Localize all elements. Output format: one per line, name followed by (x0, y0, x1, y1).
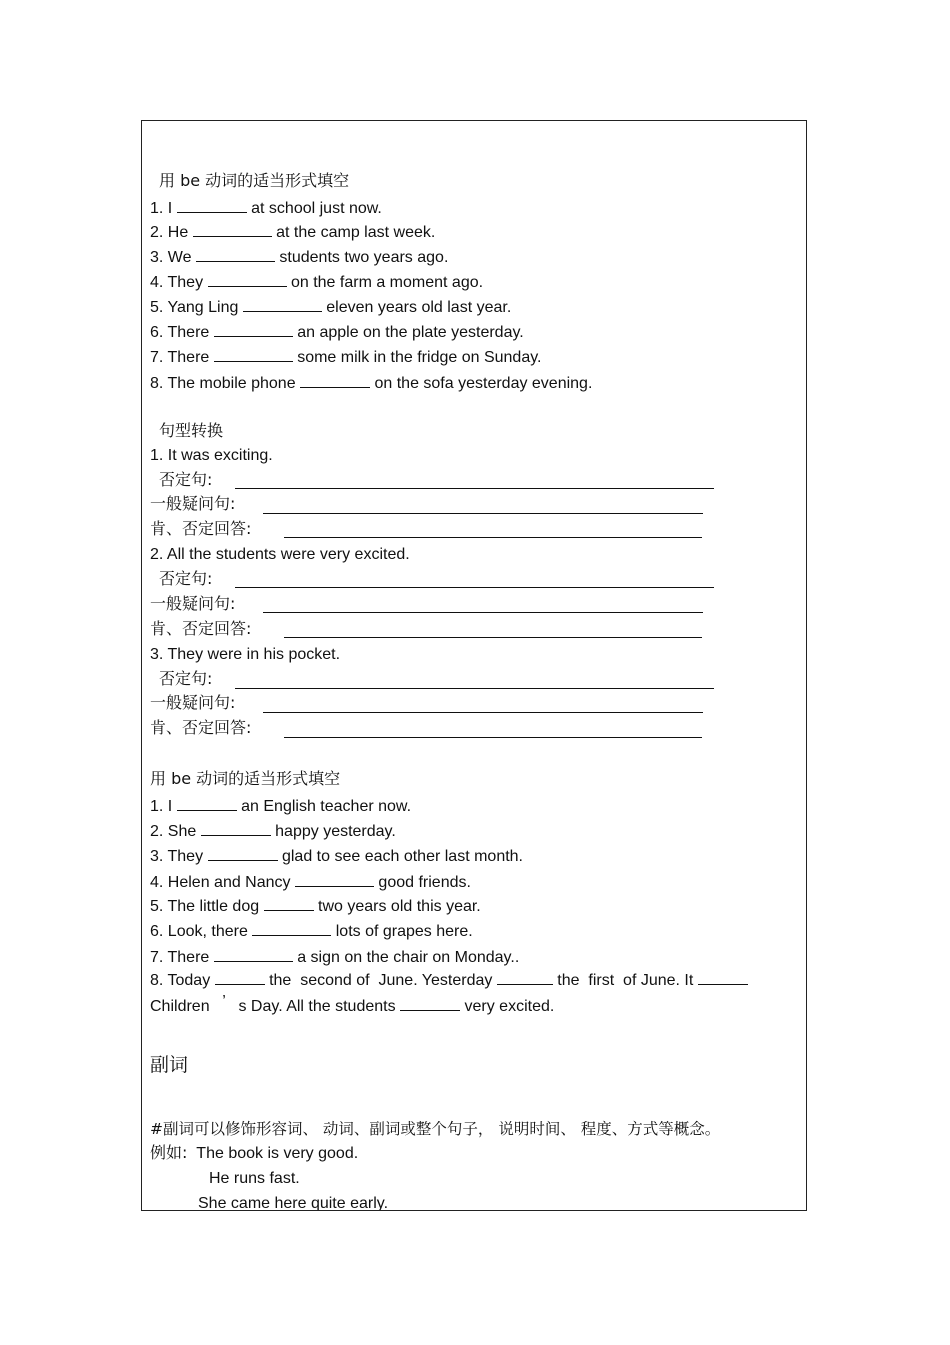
s1-item-8 (150, 372, 592, 394)
answer-line[interactable] (284, 737, 702, 738)
s1-item-5-pre: 5. Yang Ling (150, 299, 243, 316)
s3-item-7-pre: 7. There (150, 949, 214, 966)
answer-label: 肯、否定回答: (150, 718, 252, 737)
answer-blank[interactable] (264, 895, 314, 911)
answer-line[interactable] (284, 537, 702, 538)
adverb-description: #副词可以修饰形容词、 动词、副词或整个句子， 说明时间、 程度、方式等概念。 (150, 1120, 721, 1138)
negative-label: 否定句: (159, 569, 213, 588)
s1-item-7 (150, 346, 541, 368)
s1-item-3-post: students two years ago. (274, 249, 449, 266)
s3-item-1-post: an English teacher now. (236, 798, 412, 815)
s3-item-1 (150, 795, 411, 817)
example-2: He runs fast. (209, 1170, 300, 1187)
answer-blank[interactable] (243, 296, 322, 312)
s3-item-8-a: 8. Today (150, 972, 215, 989)
s3-item-8-f: s Day. All the students (234, 998, 401, 1015)
s1-item-4-pre: 4. They (150, 274, 208, 291)
s1-item-2 (150, 221, 435, 243)
s3-item-2 (150, 820, 396, 842)
s3-item-6-post: lots of grapes here. (331, 923, 473, 940)
example-label: 例如: (150, 1143, 188, 1162)
s3-item-6-pre: 6. Look, there (150, 923, 253, 940)
s3-item-7-post: a sign on the chair on Monday.. (292, 949, 520, 966)
s3-item-1-pre: 1. I (150, 798, 177, 815)
s3-item-5-pre: 5. The little dog (150, 898, 264, 915)
s1-item-3 (150, 246, 448, 268)
example-1: The book is very good. (196, 1145, 359, 1162)
answer-blank[interactable] (497, 969, 553, 985)
question-label: 一般疑问句: (150, 693, 236, 712)
s3-item-8-apostrophe: ’ (222, 993, 226, 1010)
answer-blank[interactable] (177, 197, 247, 213)
answer-blank[interactable] (208, 845, 278, 861)
section3-heading: 用 be 动词的适当形式填空 (150, 769, 341, 788)
s3-item-8-g: very excited. (460, 998, 555, 1015)
answer-line[interactable] (235, 688, 714, 689)
answer-blank[interactable] (196, 246, 275, 262)
section2-heading: 句型转换 (159, 421, 224, 440)
s1-item-2-post: at the camp last week. (271, 224, 436, 241)
answer-blank[interactable] (295, 871, 374, 887)
s3-item-8-line1 (150, 969, 748, 991)
s3-item-8-line2 (150, 995, 554, 1017)
example-3: She came here quite early. (198, 1195, 389, 1211)
s3-item-6 (150, 920, 473, 942)
s3-item-3 (150, 845, 523, 867)
answer-label: 肯、否定回答: (150, 519, 252, 538)
s1-item-1 (150, 197, 382, 219)
answer-blank[interactable] (300, 372, 370, 388)
s1-item-8-pre: 8. The mobile phone (150, 375, 301, 392)
s3-item-2-pre: 2. She (150, 823, 201, 840)
answer-line[interactable] (235, 587, 714, 588)
s2-sentence-2: 2. All the students were very excited. (150, 546, 410, 563)
answer-blank[interactable] (698, 969, 748, 985)
s1-item-6-post: an apple on the plate yesterday. (292, 324, 524, 341)
s1-item-4-post: on the farm a moment ago. (286, 274, 484, 291)
s3-item-5-post: two years old this year. (313, 898, 481, 915)
answer-blank[interactable] (215, 969, 265, 985)
s3-item-4-pre: 4. Helen and Nancy (150, 874, 295, 891)
s1-item-1-pre: 1. I (150, 200, 177, 217)
answer-blank[interactable] (214, 321, 293, 337)
negative-label: 否定句: (159, 669, 213, 688)
s1-item-4 (150, 271, 483, 293)
answer-blank[interactable] (201, 820, 271, 836)
s3-item-7 (150, 946, 519, 968)
question-label: 一般疑问句: (150, 494, 236, 513)
s1-item-5 (150, 296, 511, 318)
s1-item-5-post: eleven years old last year. (321, 299, 512, 316)
answer-blank[interactable] (193, 221, 272, 237)
s3-item-5 (150, 895, 481, 917)
s3-item-8-c: the first of June. It (552, 972, 698, 989)
s3-item-4-post: good friends. (373, 874, 471, 891)
s1-item-3-pre: 3. We (150, 249, 196, 266)
answer-line[interactable] (235, 488, 714, 489)
answer-blank[interactable] (214, 346, 293, 362)
answer-line[interactable] (263, 513, 703, 514)
answer-blank[interactable] (177, 795, 237, 811)
s3-item-8-d: Children (150, 998, 215, 1015)
s2-sentence-1: 1. It was exciting. (150, 447, 273, 464)
answer-blank[interactable] (400, 995, 460, 1011)
s1-item-1-post: at school just now. (246, 200, 382, 217)
s3-item-3-post: glad to see each other last month. (277, 848, 523, 865)
question-label: 一般疑问句: (150, 594, 236, 613)
s3-item-8-b: the second of June. Yesterday (264, 972, 497, 989)
answer-blank[interactable] (252, 920, 331, 936)
s1-item-6 (150, 321, 524, 343)
s3-item-3-pre: 3. They (150, 848, 208, 865)
answer-line[interactable] (263, 712, 703, 713)
s1-item-8-post: on the sofa yesterday evening. (370, 375, 593, 392)
negative-label: 否定句: (159, 470, 213, 489)
answer-line[interactable] (284, 637, 702, 638)
s2-sentence-3: 3. They were in his pocket. (150, 646, 341, 663)
example-line-1 (150, 1143, 358, 1164)
s1-item-7-post: some milk in the fridge on Sunday. (292, 349, 542, 366)
answer-label: 肯、否定回答: (150, 619, 252, 638)
answer-blank[interactable] (214, 946, 293, 962)
s1-item-7-pre: 7. There (150, 349, 214, 366)
section1-heading: 用 be 动词的适当形式填空 (159, 171, 350, 190)
worksheet (141, 120, 807, 1211)
answer-line[interactable] (263, 612, 703, 613)
s3-item-2-post: happy yesterday. (270, 823, 396, 840)
answer-blank[interactable] (208, 271, 287, 287)
s1-item-2-pre: 2. He (150, 224, 193, 241)
s3-item-4 (150, 871, 471, 893)
s1-item-6-pre: 6. There (150, 324, 214, 341)
section4-heading: 副词 (150, 1054, 189, 1076)
